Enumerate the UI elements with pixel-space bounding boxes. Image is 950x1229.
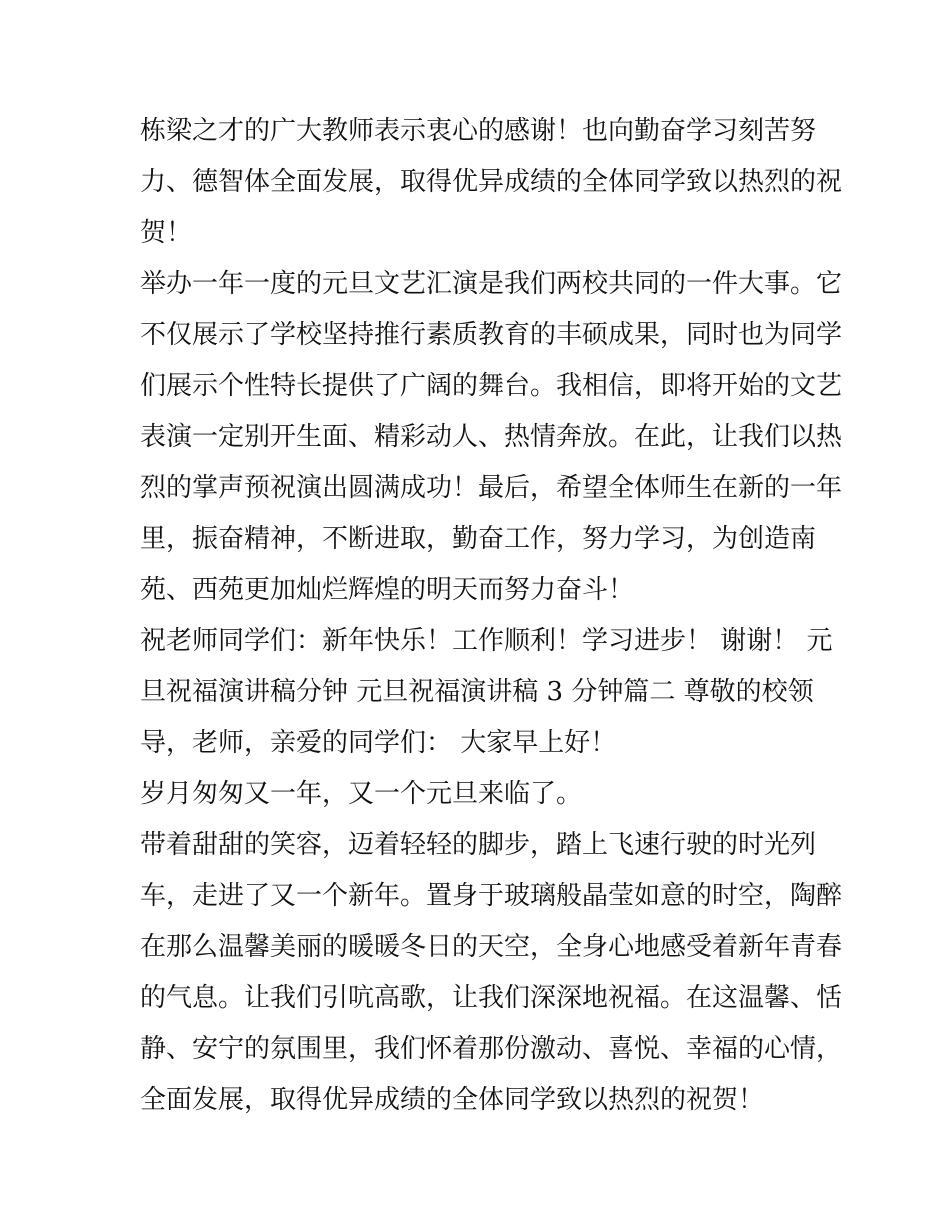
text-line-2: 力、德智体全面发展，取得优异成绩的全体同学致以热烈的祝 [140, 167, 843, 197]
text-line-5: 不仅展示了学校坚持推行素质教育的丰硕成果，同时也为同学 [140, 320, 843, 350]
text-line-9: 里，振奋精神，不断进取，勤奋工作，努力学习，为创造南 [140, 524, 817, 554]
text-line-20: 全面发展，取得优异成绩的全体同学致以热烈的祝贺！ [140, 1085, 765, 1115]
text-line-11: 祝老师同学们：新年快乐！工作顺利！学习进步！ 谢谢！ 元 [140, 626, 833, 656]
text-line-15: 带着甜甜的笑容，迈着轻轻的脚步，踏上飞速行驶的时光列 [140, 830, 817, 860]
text-line-14: 岁月匆匆又一年，又一个元旦来临了。 [140, 779, 583, 809]
text-line-17: 在那么温馨美丽的暖暖冬日的天空，全身心地感受着新年青春 [140, 932, 843, 962]
text-line-12: 旦祝福演讲稿分钟 元旦祝福演讲稿 3 分钟篇二 尊敬的校领 [140, 677, 814, 707]
text-line-19: 静、安宁的氛围里，我们怀着那份激动、喜悦、幸福的心情， [140, 1034, 843, 1064]
text-line-13: 导，老师，亲爱的同学们： 大家早上好！ [140, 728, 617, 758]
text-line-7: 表演一定别开生面、精彩动人、热情奔放。在此，让我们以热 [140, 422, 843, 452]
text-line-3: 贺！ [140, 218, 193, 248]
text-line-16: 车，走进了又一个新年。置身于玻璃般晶莹如意的时空，陶醉 [140, 881, 843, 911]
text-line-18: 的气息。让我们引吭高歌，让我们深深地祝福。在这温馨、恬 [140, 983, 843, 1013]
text-line-6: 们展示个性特长提供了广阔的舞台。我相信，即将开始的文艺 [140, 371, 843, 401]
text-line-10: 苑、西苑更加灿烂辉煌的明天而努力奋斗！ [140, 575, 635, 605]
text-line-4: 举办一年一度的元旦文艺汇演是我们两校共同的一件大事。它 [140, 269, 843, 299]
text-line-8: 烈的掌声预祝演出圆满成功！最后，希望全体师生在新的一年 [140, 473, 843, 503]
document-body [140, 106, 843, 1126]
text-line-1: 栋梁之才的广大教师表示衷心的感谢！也向勤奋学习刻苦努 [140, 116, 817, 146]
